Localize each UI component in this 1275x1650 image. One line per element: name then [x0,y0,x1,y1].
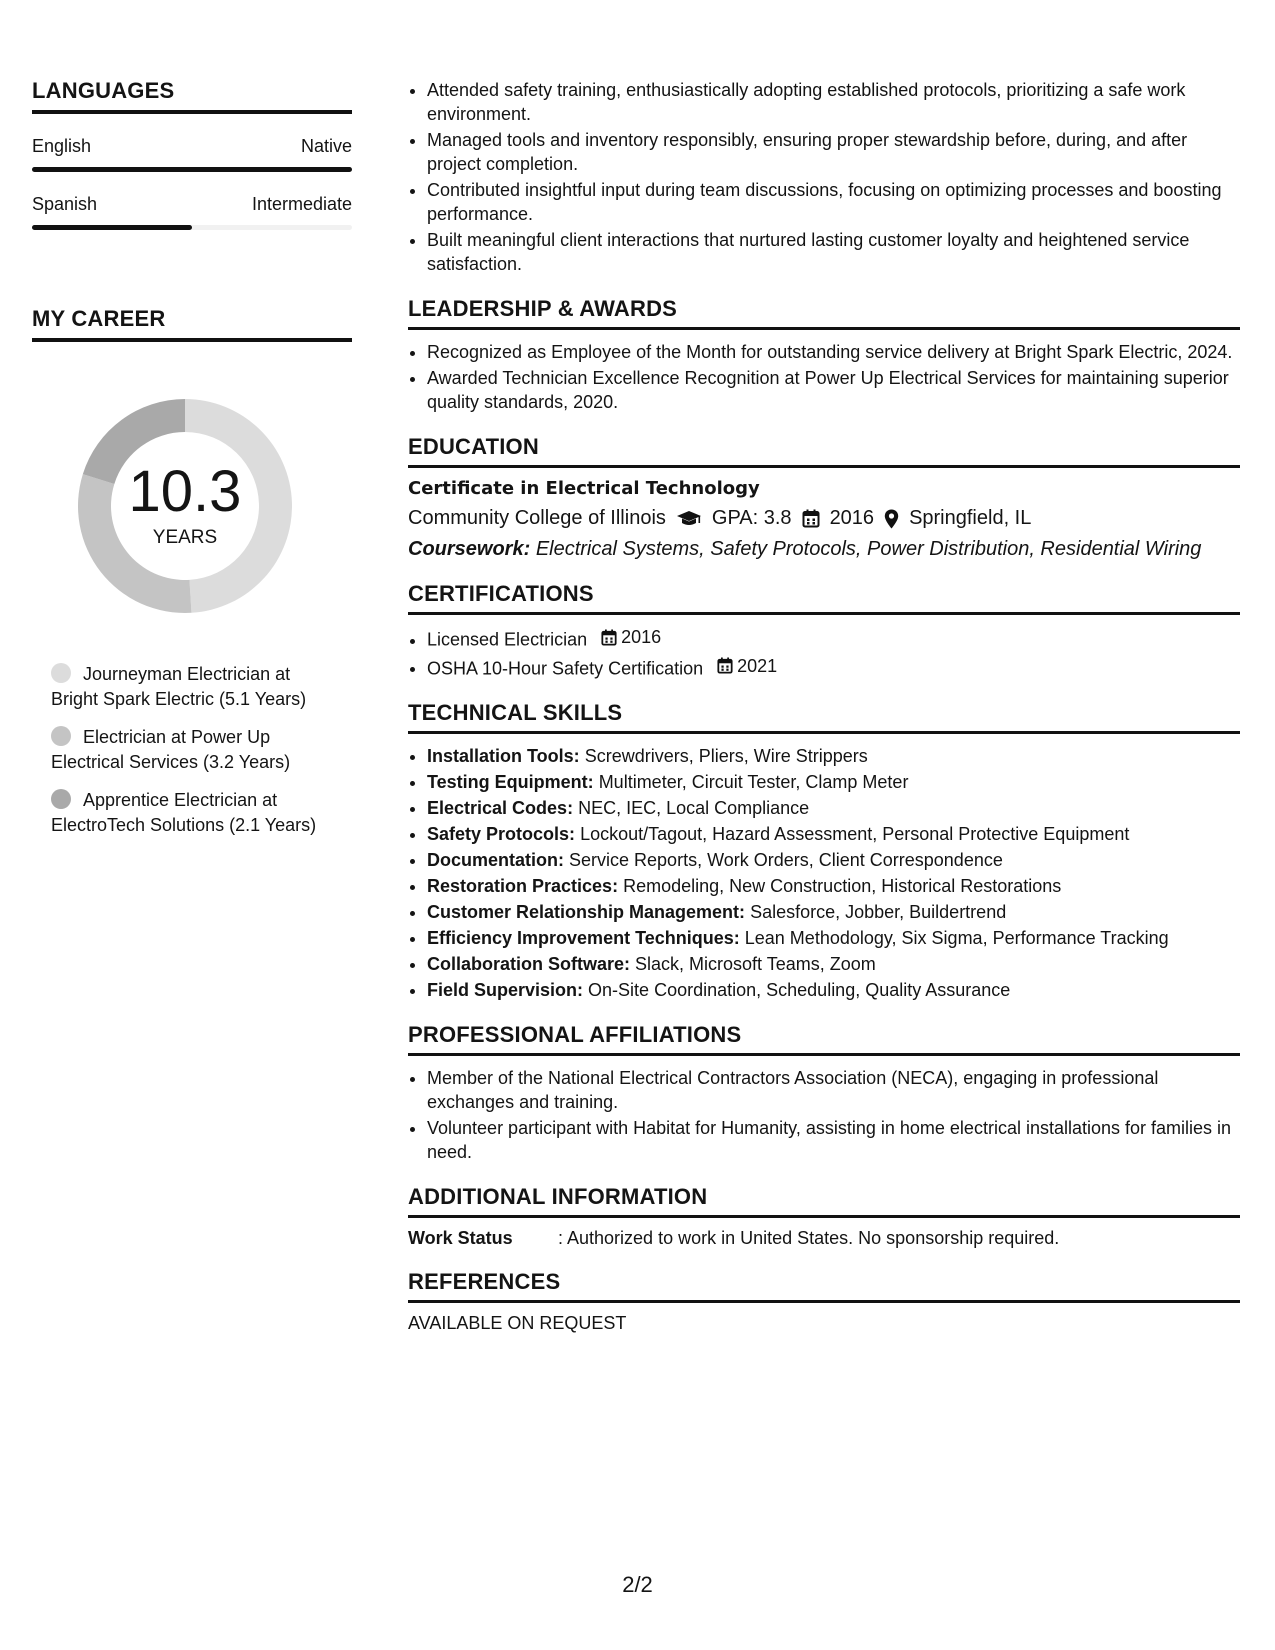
experience-bullet: • Built meaningful client interactions that nurtured lasting customer loyalty and heightened service satisfaction. [427,228,1240,276]
education-school: Community College of Illinois [408,507,666,529]
skill-label: Documentation: [427,850,564,870]
affiliation-item: • Volunteer participant with Habitat for Humanity, assisting in home electrical installations for families in need. [427,1116,1240,1164]
graduation-cap-icon [676,510,702,528]
education-details [408,507,1240,530]
language-name: English [32,136,92,156]
skill-label: Electrical Codes: [427,798,574,818]
legend-item [51,725,331,775]
skill-item [427,900,1240,924]
references-section [408,1269,1240,1334]
skill-label: Installation Tools: [427,746,580,766]
certification-name: OSHA 10-Hour Safety Certification [427,658,704,678]
award-item: • Awarded Technician Excellence Recognition at Power Up Electrical Services for maintaining superior quality standards, 2020. [427,366,1240,414]
certification-name: Licensed Electrician [427,629,588,650]
skill-label: Efficiency Improvement Techniques: [427,928,740,948]
language-bar [32,225,352,230]
skill-item [427,848,1240,872]
language-level: Native [300,136,352,156]
skill-label: Restoration Practices: [427,876,619,896]
certifications-section [408,581,1240,680]
leadership-title: LEADERSHIP & AWARDS [408,296,1240,330]
skill-value: Multimeter, Circuit Tester, Clamp Meter [598,772,909,792]
affiliations-list [408,1066,1240,1164]
additional-section [408,1184,1240,1249]
certification-date [601,625,661,649]
skill-value: Slack, Microsoft Teams, Zoom [635,954,876,974]
education-gpa: GPA: 3.8 [711,507,792,529]
additional-title: ADDITIONAL INFORMATION [408,1184,1240,1218]
skill-item [427,952,1240,976]
calendar-icon [802,509,820,528]
work-status-label: Work Status [408,1228,513,1248]
language-name: Spanish [32,194,98,214]
map-pin-icon [884,509,899,529]
leadership-list [408,340,1240,414]
skill-value: On-Site Coordination, Scheduling, Quality Assurance [588,980,1011,1000]
legend-item [51,662,331,712]
affiliations-section [408,1022,1240,1164]
coursework-text: Electrical Systems, Safety Protocols, Power Distribution, Residential Wiring [535,538,1202,560]
affiliation-item: • Member of the National Electrical Contractors Association (NECA), engaging in professional exchanges and training. [427,1066,1240,1114]
experience-bullet: • Attended safety training, enthusiastically adopting established protocols, prioritizing a safe work environment. [427,78,1240,126]
career-legend [51,662,331,838]
education-location: Springfield, IL [909,507,1032,529]
page-number: 2/2 [622,1572,653,1597]
skill-label: Customer Relationship Management: [427,902,746,922]
right-column [408,78,1240,1334]
calendar-icon [601,629,617,646]
work-status-row [408,1228,1240,1249]
skill-value: NEC, IEC, Local Compliance [578,798,810,818]
skill-item [427,744,1240,768]
skill-value: Remodeling, New Construction, Historical Restorations [623,876,1062,896]
certification-year: 2016 [621,627,662,647]
experience-bullets [408,78,1240,276]
award-item: • Recognized as Employee of the Month for outstanding service delivery at Bright Spark Electric, 2024. [427,340,1240,364]
language-bar-fill [32,225,192,230]
education-degree: Certificate in Electrical Technology [408,478,760,499]
skill-value: Screwdrivers, Pliers, Wire Strippers [584,746,868,766]
calendar-icon [717,657,733,674]
experience-bullet: • Contributed insightful input during team discussions, focusing on optimizing processes and boosting performance. [427,178,1240,226]
career-title: MY CAREER [32,306,352,342]
coursework-label: Coursework: [408,538,531,560]
skill-value: Lockout/Tagout, Hazard Assessment, Personal Protective Equipment [580,824,1130,844]
certification-item [427,654,1240,681]
certification-item [427,625,1240,652]
legend-dot [51,789,71,809]
certifications-title: CERTIFICATIONS [408,581,1240,615]
skill-item [427,796,1240,820]
skill-value: Service Reports, Work Orders, Client Correspondence [569,850,1003,870]
skill-item [427,822,1240,846]
education-year: 2016 [829,507,875,529]
legend-label: Apprentice Electrician at ElectroTech Solutions (2.1 Years) [51,790,317,835]
language-bar [32,167,352,172]
language-level: Intermediate [251,194,352,214]
skills-section [408,700,1240,1002]
education-section [408,434,1240,561]
leadership-section [408,296,1240,414]
skill-label: Testing Equipment: [427,772,594,792]
skill-item [427,926,1240,950]
skill-value: Salesforce, Jobber, Buildertrend [750,902,1007,922]
certification-year: 2021 [737,655,778,676]
language-item [32,194,352,230]
certifications-list [408,625,1240,680]
affiliations-title: PROFESSIONAL AFFILIATIONS [408,1022,1240,1056]
skill-value: Lean Methodology, Six Sigma, Performance Tracking [744,928,1169,948]
left-column [32,78,352,851]
work-status-value: : Authorized to work in United States. No sponsorship required. [558,1228,1060,1248]
language-item [32,136,352,172]
legend-item [51,788,331,838]
education-coursework [408,538,1240,561]
skill-label: Field Supervision: [427,980,584,1000]
references-title: REFERENCES [408,1269,1240,1303]
experience-bullet: • Managed tools and inventory responsibly, ensuring proper stewardship before, during, and after project completion. [427,128,1240,176]
languages-title: LANGUAGES [32,78,352,114]
skills-title: TECHNICAL SKILLS [408,700,1240,734]
skill-label: Safety Protocols: [427,824,576,844]
career-total-value: 10.3 [128,459,242,524]
language-bar-fill [32,167,352,172]
skill-item [427,978,1240,1002]
legend-label: Journeyman Electrician at Bright Spark Electric (5.1 Years) [51,664,307,709]
career-total-unit: YEARS [152,527,218,548]
skills-list [408,744,1240,1002]
legend-dot [51,726,71,746]
legend-dot [51,663,71,683]
education-title: EDUCATION [408,434,1240,468]
career-donut-chart [65,386,305,626]
skill-item [427,874,1240,898]
skill-label: Collaboration Software: [427,954,631,974]
certification-date [717,654,777,678]
skill-item [427,770,1240,794]
donut-center [65,386,305,626]
legend-label: Electrician at Power Up Electrical Services (3.2 Years) [51,727,291,772]
references-text: AVAILABLE ON REQUEST [408,1313,627,1333]
